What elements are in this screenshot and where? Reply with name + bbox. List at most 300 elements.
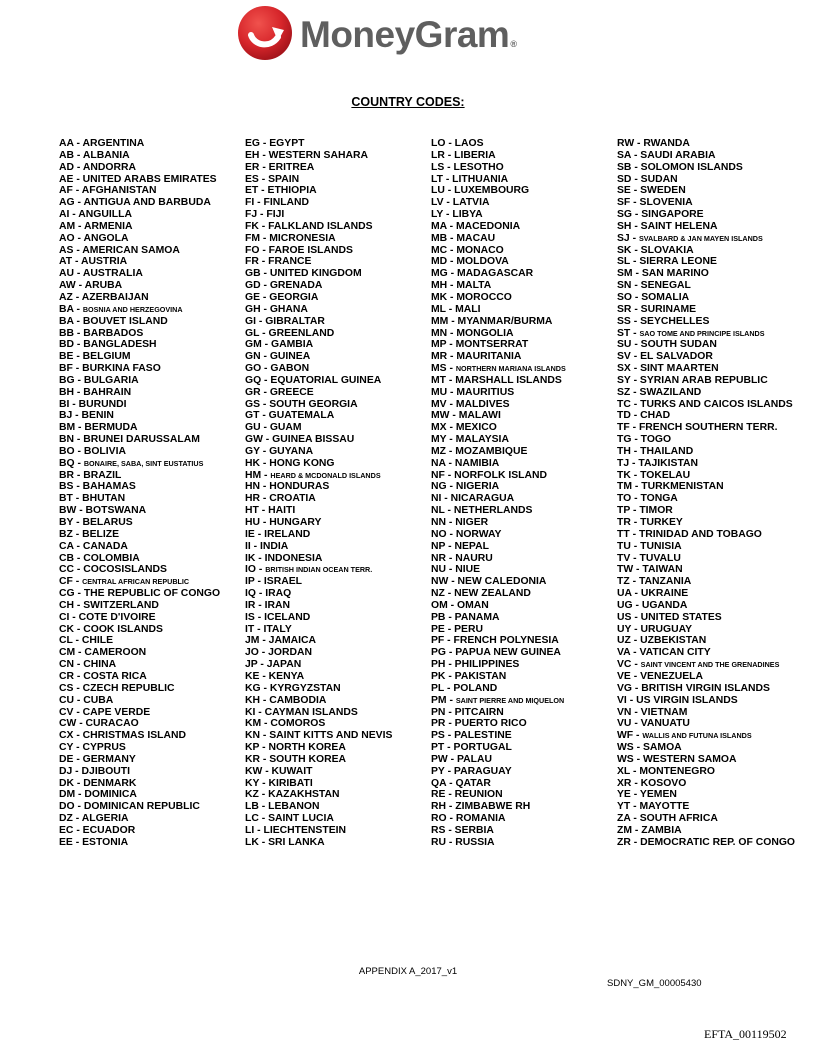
country-code: TZ bbox=[617, 576, 630, 588]
country-code-entry bbox=[617, 268, 795, 280]
country-code-entry bbox=[617, 351, 795, 363]
country-name: SAUDI ARABIA bbox=[640, 149, 716, 161]
code-separator: - bbox=[447, 291, 457, 303]
country-column-3 bbox=[431, 138, 566, 849]
code-separator: - bbox=[75, 789, 85, 801]
country-name: GEORGIA bbox=[269, 291, 319, 303]
country-name: IRAQ bbox=[265, 588, 292, 600]
country-code-entry bbox=[431, 600, 566, 612]
country-code-entry bbox=[245, 399, 392, 411]
code-separator: - bbox=[261, 469, 271, 481]
country-name: SAMOA bbox=[642, 742, 682, 754]
code-separator: - bbox=[631, 173, 641, 185]
country-code-entry bbox=[431, 387, 566, 399]
country-name: CHAD bbox=[640, 410, 671, 422]
country-code: TR bbox=[617, 517, 631, 528]
country-code-entry bbox=[245, 541, 392, 553]
country-code-entry bbox=[617, 245, 795, 257]
code-separator: - bbox=[260, 730, 270, 742]
country-name: CROATIA bbox=[269, 493, 316, 505]
country-name: TURKS AND CAICOS ISLANDS bbox=[640, 398, 793, 410]
country-name: SVALBARD & JAN MAYEN ISLANDS bbox=[638, 233, 763, 243]
country-code: SD bbox=[617, 173, 632, 185]
code-separator: - bbox=[631, 220, 641, 232]
country-code-entry bbox=[617, 197, 795, 209]
country-code: MP bbox=[431, 339, 447, 351]
code-separator: - bbox=[74, 659, 84, 671]
efta-number: EFTA_00119502 bbox=[704, 1027, 787, 1041]
country-code-entry bbox=[431, 434, 566, 446]
country-name: BAHAMAS bbox=[82, 481, 136, 493]
country-name: LUXEMBOURG bbox=[454, 185, 530, 197]
country-code-entry bbox=[59, 375, 220, 387]
country-code-entry bbox=[617, 387, 795, 399]
country-code: HR bbox=[245, 493, 261, 505]
country-code-entry bbox=[431, 635, 566, 647]
country-name: POLAND bbox=[453, 682, 498, 694]
code-separator: - bbox=[73, 682, 83, 694]
code-separator: - bbox=[260, 232, 270, 244]
country-name: MACEDONIA bbox=[456, 220, 521, 232]
country-name: BONAIRE, SABA, SINT EUSTATIUS bbox=[83, 458, 204, 468]
code-separator: - bbox=[261, 374, 271, 386]
country-code-entry bbox=[59, 150, 220, 162]
code-separator: - bbox=[74, 588, 84, 600]
code-separator: - bbox=[258, 505, 269, 517]
code-separator: - bbox=[630, 197, 640, 209]
country-code: MN bbox=[431, 327, 448, 339]
code-separator: - bbox=[445, 540, 455, 552]
country-name: SPAIN bbox=[268, 173, 300, 185]
country-code-entry bbox=[431, 481, 566, 493]
country-code-entry bbox=[59, 801, 220, 813]
country-code-entry bbox=[431, 778, 566, 790]
country-code: SE bbox=[617, 185, 631, 197]
country-code: NG bbox=[431, 481, 447, 493]
country-code-entry bbox=[617, 185, 795, 197]
country-code-entry bbox=[431, 517, 566, 529]
country-name: SWAZILAND bbox=[639, 386, 702, 398]
code-separator: - bbox=[258, 801, 269, 813]
code-separator: - bbox=[630, 517, 641, 528]
country-name: JORDAN bbox=[268, 647, 312, 659]
country-code-entry bbox=[617, 292, 795, 304]
country-code: NU bbox=[431, 564, 447, 576]
country-name: ALBANIA bbox=[82, 149, 130, 161]
country-code: SY bbox=[617, 374, 631, 386]
country-code-entry bbox=[59, 730, 220, 742]
country-code: SX bbox=[617, 363, 631, 375]
code-separator: - bbox=[446, 694, 456, 706]
country-code: ST bbox=[617, 327, 631, 339]
code-separator: - bbox=[260, 457, 270, 469]
country-name: ROMANIA bbox=[455, 813, 506, 825]
code-separator: - bbox=[254, 528, 265, 540]
code-separator: - bbox=[447, 753, 457, 765]
code-separator: - bbox=[445, 611, 455, 623]
country-code: FI bbox=[245, 197, 255, 209]
country-code: KN bbox=[245, 730, 261, 742]
code-separator: - bbox=[444, 682, 454, 694]
country-code: KE bbox=[245, 670, 260, 682]
country-name: GUYANA bbox=[269, 445, 314, 457]
code-separator: - bbox=[446, 220, 457, 232]
country-code-entry bbox=[59, 446, 220, 458]
country-name: TOKELAU bbox=[640, 469, 691, 481]
country-code-entry bbox=[431, 375, 566, 387]
code-separator: - bbox=[444, 149, 455, 161]
code-separator: - bbox=[447, 268, 457, 280]
country-name: CHILE bbox=[81, 635, 114, 647]
country-code-entry bbox=[431, 162, 566, 174]
code-separator: - bbox=[73, 351, 83, 363]
code-separator: - bbox=[634, 138, 644, 149]
country-code-entry bbox=[617, 446, 795, 458]
country-code: WS bbox=[617, 742, 634, 754]
country-name: CAMBODIA bbox=[269, 694, 327, 706]
country-code: MA bbox=[431, 220, 447, 232]
country-name: NIUE bbox=[455, 564, 481, 576]
country-code-entry bbox=[617, 304, 795, 316]
code-separator: - bbox=[630, 813, 640, 825]
country-code-entry bbox=[245, 316, 392, 328]
country-code-entry bbox=[245, 280, 392, 292]
country-code: XL bbox=[617, 765, 631, 777]
country-name: BAHRAIN bbox=[83, 386, 132, 398]
country-code: BO bbox=[59, 445, 75, 457]
country-code: DZ bbox=[59, 813, 73, 825]
country-code-entry bbox=[245, 328, 392, 340]
country-code: IO bbox=[245, 564, 256, 576]
country-code: GQ bbox=[245, 374, 262, 386]
code-separator: - bbox=[630, 836, 641, 848]
country-code-entry bbox=[59, 564, 220, 576]
country-code-entry bbox=[245, 375, 392, 387]
country-code: PG bbox=[431, 647, 447, 659]
country-code-entry bbox=[59, 624, 220, 636]
country-code: BG bbox=[59, 374, 75, 386]
country-name: SLOVAKIA bbox=[640, 244, 694, 256]
code-separator: - bbox=[260, 517, 270, 528]
country-code-entry bbox=[431, 789, 566, 801]
code-separator: - bbox=[73, 753, 83, 765]
country-name: BHUTAN bbox=[82, 493, 126, 505]
country-name: GHANA bbox=[269, 303, 308, 315]
country-code: AD bbox=[59, 161, 75, 173]
country-name: BELIZE bbox=[82, 528, 120, 540]
code-separator: - bbox=[444, 623, 455, 635]
country-code: YT bbox=[617, 801, 631, 813]
country-name: GUAM bbox=[269, 422, 302, 434]
code-separator: - bbox=[630, 505, 640, 517]
country-name: PORTUGAL bbox=[453, 742, 512, 754]
code-separator: - bbox=[445, 457, 455, 469]
country-name: BELARUS bbox=[82, 517, 133, 528]
country-code: US bbox=[617, 611, 632, 623]
country-code: SR bbox=[617, 303, 632, 315]
country-name: BANGLADESH bbox=[83, 339, 157, 351]
country-code: MM bbox=[431, 315, 449, 327]
country-code: FK bbox=[245, 220, 259, 232]
country-name: LESOTHO bbox=[453, 161, 504, 173]
country-code-entry bbox=[617, 612, 795, 624]
country-code-entry bbox=[617, 209, 795, 221]
country-code-entry bbox=[245, 458, 392, 470]
country-code: UA bbox=[617, 588, 632, 600]
code-separator: - bbox=[75, 422, 85, 434]
code-separator: - bbox=[630, 315, 641, 327]
country-name: GABON bbox=[270, 363, 310, 375]
country-code-entry bbox=[617, 624, 795, 636]
country-name: HEARD & MCDONALD ISLANDS bbox=[270, 470, 381, 480]
code-separator: - bbox=[626, 694, 637, 706]
code-separator: - bbox=[444, 742, 454, 754]
country-code: DM bbox=[59, 789, 76, 801]
country-name: UNITED ARABS EMIRATES bbox=[82, 173, 217, 185]
code-separator: - bbox=[74, 694, 84, 706]
country-code: IQ bbox=[245, 588, 256, 600]
country-code-entry bbox=[245, 612, 392, 624]
country-code: LO bbox=[431, 138, 446, 149]
country-code: IP bbox=[245, 576, 255, 588]
country-code-entry bbox=[617, 730, 795, 742]
country-name: AFGHANISTAN bbox=[81, 185, 157, 197]
country-code: NP bbox=[431, 540, 446, 552]
country-code-entry bbox=[431, 280, 566, 292]
country-code: BM bbox=[59, 422, 76, 434]
country-code-entry bbox=[617, 635, 795, 647]
code-separator: - bbox=[258, 789, 269, 801]
country-code: LS bbox=[431, 161, 445, 173]
country-code-entry bbox=[245, 446, 392, 458]
country-code: SS bbox=[617, 315, 631, 327]
country-name: URUGUAY bbox=[640, 623, 693, 635]
code-separator: - bbox=[630, 445, 641, 457]
code-separator: - bbox=[69, 398, 79, 410]
country-code-entry bbox=[617, 813, 795, 825]
country-code: IS bbox=[245, 611, 255, 623]
country-name: FAROE ISLANDS bbox=[268, 244, 353, 256]
country-code: SB bbox=[617, 161, 632, 173]
code-separator: - bbox=[75, 647, 85, 659]
country-name: VIETNAM bbox=[640, 706, 688, 718]
code-separator: - bbox=[74, 374, 84, 386]
country-name: CANADA bbox=[82, 540, 128, 552]
country-code-entry bbox=[59, 707, 220, 719]
country-name: SAO TOME AND PRINCIPE ISLANDS bbox=[639, 328, 765, 338]
country-code: CL bbox=[59, 635, 73, 647]
country-code-entry bbox=[59, 174, 220, 186]
country-name: SERBIA bbox=[454, 824, 494, 836]
country-name: SOUTH KOREA bbox=[269, 753, 347, 765]
country-name: BOSNIA AND HERZEGOVINA bbox=[82, 304, 183, 314]
country-name: GRENADA bbox=[269, 280, 323, 292]
country-code-entry bbox=[245, 635, 392, 647]
country-code: CS bbox=[59, 682, 74, 694]
country-code: HT bbox=[245, 505, 259, 517]
country-name: DJIBOUTI bbox=[81, 765, 131, 777]
country-code: AI bbox=[59, 209, 70, 221]
country-code: UG bbox=[617, 599, 633, 611]
country-code: PW bbox=[431, 753, 448, 765]
country-name: VANUATU bbox=[640, 718, 690, 730]
code-separator: - bbox=[446, 517, 456, 528]
country-code-entry bbox=[431, 801, 566, 813]
country-code: AM bbox=[59, 220, 76, 232]
code-separator: - bbox=[74, 623, 84, 635]
country-name: US VIRGIN ISLANDS bbox=[636, 694, 738, 706]
country-name: KIRIBATI bbox=[268, 777, 313, 789]
country-name: ANGOLA bbox=[83, 232, 129, 244]
country-code-entry bbox=[617, 150, 795, 162]
country-code-entry bbox=[245, 837, 392, 849]
country-code-entry bbox=[245, 517, 392, 529]
country-code: BD bbox=[59, 339, 75, 351]
country-code-entry bbox=[59, 256, 220, 268]
code-separator: - bbox=[445, 789, 455, 801]
country-code: PT bbox=[431, 742, 445, 754]
country-code-entry bbox=[431, 683, 566, 695]
country-name: NORWAY bbox=[455, 528, 502, 540]
country-code-entry bbox=[59, 576, 220, 588]
country-code-entry bbox=[59, 778, 220, 790]
code-separator: - bbox=[631, 493, 641, 505]
code-separator: - bbox=[444, 161, 454, 173]
country-code: TK bbox=[617, 469, 631, 481]
country-code: PL bbox=[431, 682, 445, 694]
country-code-entry bbox=[431, 150, 566, 162]
country-code: CM bbox=[59, 647, 76, 659]
code-separator: - bbox=[629, 457, 639, 469]
country-code: TJ bbox=[617, 457, 630, 469]
code-separator: - bbox=[631, 588, 641, 600]
code-separator: - bbox=[446, 363, 456, 375]
country-code-entry bbox=[245, 647, 392, 659]
country-code: FO bbox=[245, 244, 260, 256]
country-name: NORTH KOREA bbox=[268, 742, 346, 754]
country-code: VI bbox=[617, 694, 627, 706]
country-code-entry bbox=[431, 766, 566, 778]
country-name: EQUATORIAL GUINEA bbox=[270, 374, 382, 386]
code-separator: - bbox=[259, 670, 269, 682]
country-code: KY bbox=[245, 777, 260, 789]
country-code: LB bbox=[245, 801, 259, 813]
country-code: ML bbox=[431, 303, 446, 315]
country-code: CK bbox=[59, 623, 75, 635]
country-code-entry bbox=[431, 316, 566, 328]
code-separator: - bbox=[631, 434, 641, 446]
code-separator: - bbox=[630, 374, 640, 386]
country-code: AZ bbox=[59, 291, 73, 303]
code-separator: - bbox=[445, 824, 455, 836]
country-name: INDIA bbox=[260, 540, 289, 552]
logo-wordmark: MoneyGram® bbox=[300, 14, 517, 55]
code-separator: - bbox=[72, 363, 83, 375]
country-name: CAYMAN ISLANDS bbox=[264, 706, 358, 718]
country-code-entry bbox=[59, 221, 220, 233]
country-code: CI bbox=[59, 611, 70, 623]
code-separator: - bbox=[442, 173, 453, 185]
country-name: FINLAND bbox=[263, 197, 310, 209]
country-name: SWITZERLAND bbox=[83, 599, 159, 611]
code-separator: - bbox=[72, 813, 82, 825]
country-code: IR bbox=[245, 599, 256, 611]
country-code-entry bbox=[617, 470, 795, 482]
code-separator: - bbox=[631, 303, 641, 315]
code-separator: - bbox=[74, 268, 83, 280]
code-separator: - bbox=[262, 765, 272, 777]
country-name: WESTERN SAHARA bbox=[268, 149, 368, 161]
code-separator: - bbox=[447, 386, 457, 398]
code-separator: - bbox=[632, 599, 642, 611]
code-separator: - bbox=[630, 363, 641, 375]
country-code-entry bbox=[617, 493, 795, 505]
country-code: CU bbox=[59, 694, 75, 706]
country-name: ETHIOPIA bbox=[267, 185, 317, 197]
country-code: IT bbox=[245, 623, 255, 635]
code-separator: - bbox=[447, 599, 457, 611]
code-separator: - bbox=[448, 576, 458, 588]
country-name: ANTIGUA AND BARBUDA bbox=[83, 197, 211, 209]
code-separator: - bbox=[72, 635, 82, 647]
country-code-entry bbox=[245, 339, 392, 351]
country-code-entry bbox=[245, 162, 392, 174]
country-name: BELGIUM bbox=[82, 351, 131, 363]
code-separator: - bbox=[447, 351, 457, 363]
country-code-entry bbox=[245, 185, 392, 197]
country-code: JM bbox=[245, 635, 260, 647]
country-code-entry bbox=[431, 328, 566, 340]
country-name: DEMOCRATIC REP. OF CONGO bbox=[640, 836, 795, 848]
country-code: MT bbox=[431, 374, 447, 386]
country-code-entry bbox=[431, 245, 566, 257]
country-code: TT bbox=[617, 528, 630, 540]
country-code-entry bbox=[59, 245, 220, 257]
country-code-entry bbox=[59, 718, 220, 730]
country-name: TAIWAN bbox=[642, 564, 683, 576]
country-name: UNITED STATES bbox=[640, 611, 722, 623]
country-name: IRELAND bbox=[264, 528, 311, 540]
country-code-entry bbox=[59, 410, 220, 422]
country-code-entry bbox=[617, 434, 795, 446]
code-separator: - bbox=[254, 576, 264, 588]
country-code: NF bbox=[431, 469, 445, 481]
code-separator: - bbox=[259, 149, 269, 161]
country-code: LT bbox=[431, 173, 443, 185]
country-name: BRITISH VIRGIN ISLANDS bbox=[641, 682, 770, 694]
country-code: RO bbox=[431, 813, 447, 825]
code-separator: - bbox=[630, 327, 640, 339]
country-code: MK bbox=[431, 291, 448, 303]
code-separator: - bbox=[444, 185, 455, 197]
country-name: KUWAIT bbox=[271, 765, 313, 777]
country-name: ECUADOR bbox=[82, 824, 136, 836]
country-code: HM bbox=[245, 469, 262, 481]
code-separator: - bbox=[631, 149, 641, 161]
code-separator: - bbox=[259, 161, 269, 173]
country-code: WF bbox=[617, 730, 634, 742]
country-code-entry bbox=[59, 316, 220, 328]
country-code-entry bbox=[431, 292, 566, 304]
country-name: PHILIPPINES bbox=[454, 659, 520, 671]
country-code: AS bbox=[59, 244, 74, 256]
country-code-entry bbox=[617, 256, 795, 268]
code-separator: - bbox=[630, 185, 641, 197]
country-code-entry bbox=[245, 813, 392, 825]
code-separator: - bbox=[74, 564, 84, 576]
country-code: NO bbox=[431, 528, 447, 540]
country-code-entry bbox=[59, 789, 220, 801]
